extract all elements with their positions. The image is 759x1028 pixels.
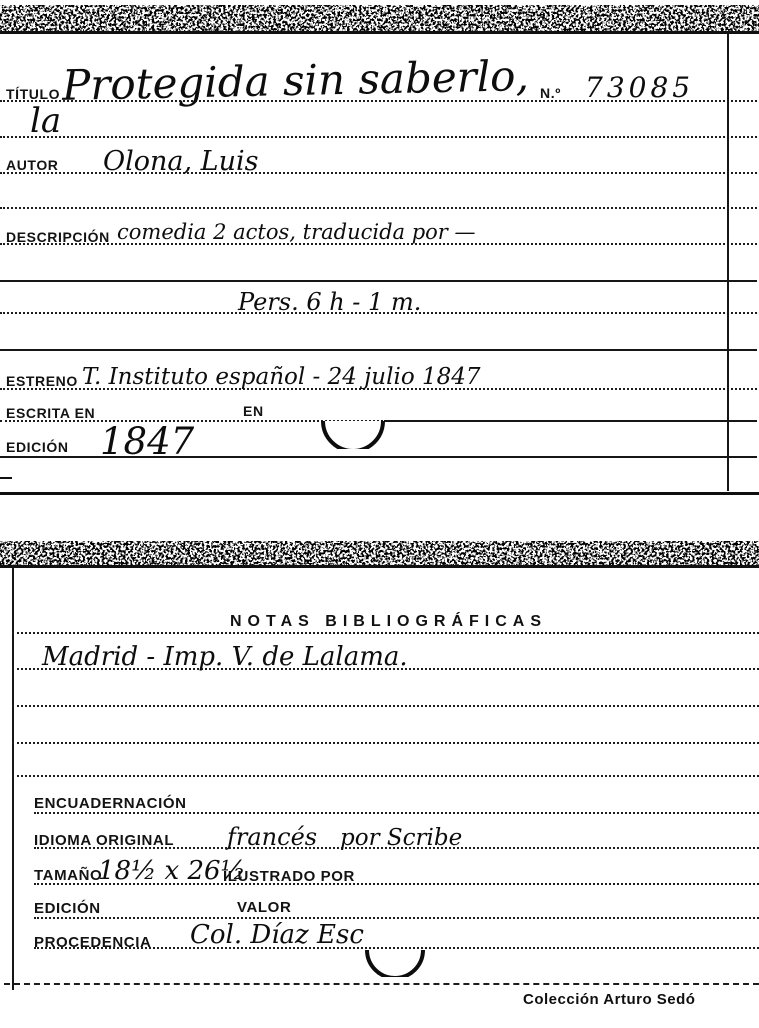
edicion-label: EDICIÓN <box>6 439 69 455</box>
scan-noise-band-middle <box>0 541 759 566</box>
card-left-border <box>12 567 14 990</box>
en-label: EN <box>243 403 264 419</box>
ilustrado-por-label: ILUSTRADO POR <box>223 868 355 885</box>
collection-footer: Colección Arturo Sedó <box>523 991 696 1008</box>
ruled-line <box>12 632 759 634</box>
numero-value: 73085 <box>585 71 695 104</box>
descripcion-label: DESCRIPCIÓN <box>6 229 110 245</box>
ruled-line <box>34 917 759 919</box>
punch-hole-arc <box>364 941 426 977</box>
edicion-value: 1847 <box>100 420 195 463</box>
ruled-line <box>0 207 757 209</box>
card-right-border <box>727 33 729 491</box>
idioma-original-label: IDIOMA ORIGINAL <box>34 832 175 849</box>
titulo-value: Protegida sin saberlo, <box>61 51 530 110</box>
estreno-value: T. Instituto español - 24 julio 1847 <box>82 364 481 390</box>
ruled-line <box>384 420 757 422</box>
personajes-value: Pers. 6 h - 1 m. <box>238 288 422 316</box>
notas-bibliograficas-heading: NOTAS BIBLIOGRÁFICAS <box>230 613 548 630</box>
scan-noise-band-top <box>0 5 759 32</box>
idioma-original-por: por Scribe <box>340 825 463 851</box>
ruled-line <box>12 742 759 744</box>
tamano-value: 18½ x 26½ <box>98 856 246 886</box>
encuadernacion-label: ENCUADERNACIÓN <box>34 795 187 812</box>
descripcion-value: comedia 2 actos, traducida por — <box>117 220 476 244</box>
ruled-line <box>0 136 757 138</box>
scan-band-edge-top <box>0 31 759 34</box>
punch-hole-arc <box>320 411 386 449</box>
ruled-line <box>34 812 759 814</box>
escrita-en-label: ESCRITA EN <box>6 405 96 421</box>
estreno-label: ESTRENO <box>6 373 78 389</box>
titulo-value-line2: la <box>30 101 62 141</box>
card-bottom-edge <box>0 492 759 495</box>
ruled-line <box>0 349 757 351</box>
numero-label: N.º <box>540 85 561 101</box>
procedencia-value: Col. Díaz Esc <box>190 920 364 950</box>
notas-value: Madrid - Imp. V. de Lalama. <box>42 642 408 672</box>
procedencia-label: PROCEDENCIA <box>34 934 152 951</box>
scan-band-edge-middle <box>0 565 759 568</box>
autor-label: AUTOR <box>6 157 59 173</box>
ruled-line <box>12 775 759 777</box>
ruled-line <box>0 280 757 282</box>
autor-value: Olona, Luis <box>103 146 259 177</box>
ruled-line <box>12 705 759 707</box>
tamano-label: TAMAÑO <box>34 867 103 884</box>
stray-scan-mark <box>0 477 12 479</box>
edicion-back-label: EDICIÓN <box>34 900 101 917</box>
valor-label: VALOR <box>237 899 292 916</box>
idioma-original-value: francés <box>227 823 318 851</box>
titulo-label: TÍTULO <box>6 86 61 102</box>
card-bottom-edge <box>4 983 759 985</box>
